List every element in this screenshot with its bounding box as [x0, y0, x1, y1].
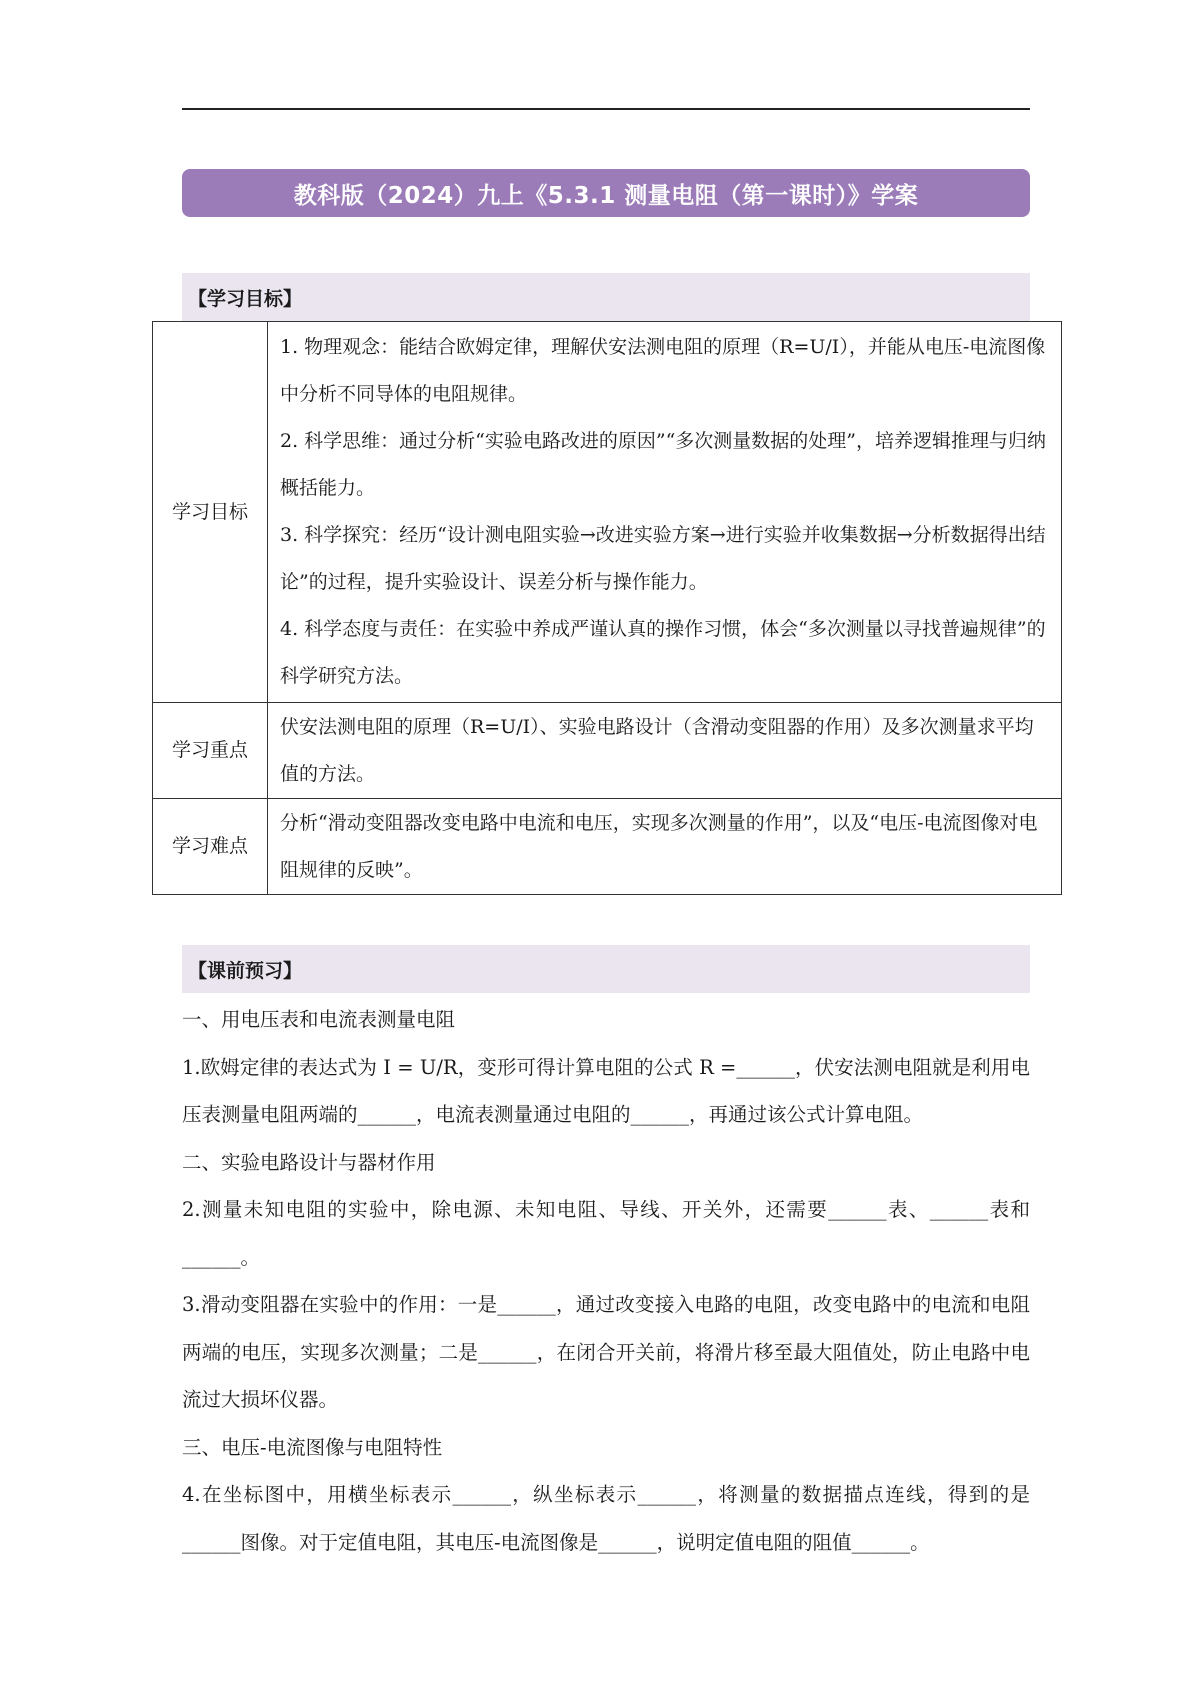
row-content	[268, 703, 1062, 799]
row-content	[268, 322, 1062, 703]
preview-question: 1.欧姆定律的表达式为 I = U/R，变形可得计算电阻的公式 R =______，伏安法测电阻就是利用电压表测量电阻两端的______，电流表测量通过电阻的______，再通过该公式计算电阻。	[182, 1055, 1030, 1126]
row-content	[268, 799, 1062, 895]
key-point-text: 伏安法测电阻的原理（R=U/I）、实验电路设计（含滑动变阻器的作用）及多次测量求平均值的方法。	[280, 715, 1034, 785]
table-row	[153, 703, 1062, 799]
preview-section-header	[182, 945, 1030, 993]
goals-table	[152, 321, 1062, 895]
difficulty-text: 分析“滑动变阻器改变电路中电流和电压，实现多次测量的作用”，以及“电压-电流图像对电阻规律的反映”。	[280, 811, 1038, 881]
goals-section-title: 【学习目标】	[188, 287, 303, 310]
preview-content	[182, 996, 1030, 1566]
goal-item: 1. 物理观念：能结合欧姆定律，理解伏安法测电阻的原理（R=U/I），并能从电压-电流图像中分析不同导体的电阻规律。	[280, 336, 1046, 405]
preview-subheading: 一、用电压表和电流表测量电阻	[182, 1008, 456, 1031]
row-label: 学习目标	[153, 322, 268, 703]
preview-section-title: 【课前预习】	[188, 959, 303, 982]
preview-question: 4.在坐标图中，用横坐标表示______，纵坐标表示______，将测量的数据描点连线，得到的是______图像。对于定值电阻，其电压-电流图像是______，说明定值电阻的阻值______。	[182, 1483, 1030, 1554]
goals-section-header	[182, 273, 1030, 321]
preview-subheading: 三、电压-电流图像与电阻特性	[182, 1435, 443, 1459]
row-label: 学习重点	[153, 703, 268, 799]
page-title: 教科版（2024）九上《5.3.1 测量电阻（第一课时）》学案	[293, 182, 919, 209]
table-row	[153, 799, 1062, 895]
goal-item: 4. 科学态度与责任：在实验中养成严谨认真的操作习惯，体会“多次测量以寻找普遍规律”的科学研究方法。	[280, 618, 1046, 687]
preview-question: 3.滑动变阻器在实验中的作用：一是______，通过改变接入电路的电阻，改变电路中的电流和电阻两端的电压，实现多次测量；二是______，在闭合开关前，将滑片移至最大阻值处，防止电路中电流过大损坏仪器。	[182, 1293, 1030, 1411]
row-label: 学习难点	[153, 799, 268, 895]
preview-subheading: 二、实验电路设计与器材作用	[182, 1150, 436, 1174]
preview-question: 2.测量未知电阻的实验中，除电源、未知电阻、导线、开关外，还需要______表、______表和______。	[182, 1198, 1030, 1269]
goal-item: 3. 科学探究：经历“设计测电阻实验→改进实验方案→进行实验并收集数据→分析数据得出结论”的过程，提升实验设计、误差分析与操作能力。	[280, 524, 1046, 593]
goal-item: 2. 科学思维：通过分析“实验电路改进的原因”“多次测量数据的处理”，培养逻辑推理与归纳概括能力。	[280, 430, 1047, 499]
header-rule	[182, 108, 1030, 110]
title-banner	[182, 169, 1030, 217]
table-row	[153, 322, 1062, 703]
